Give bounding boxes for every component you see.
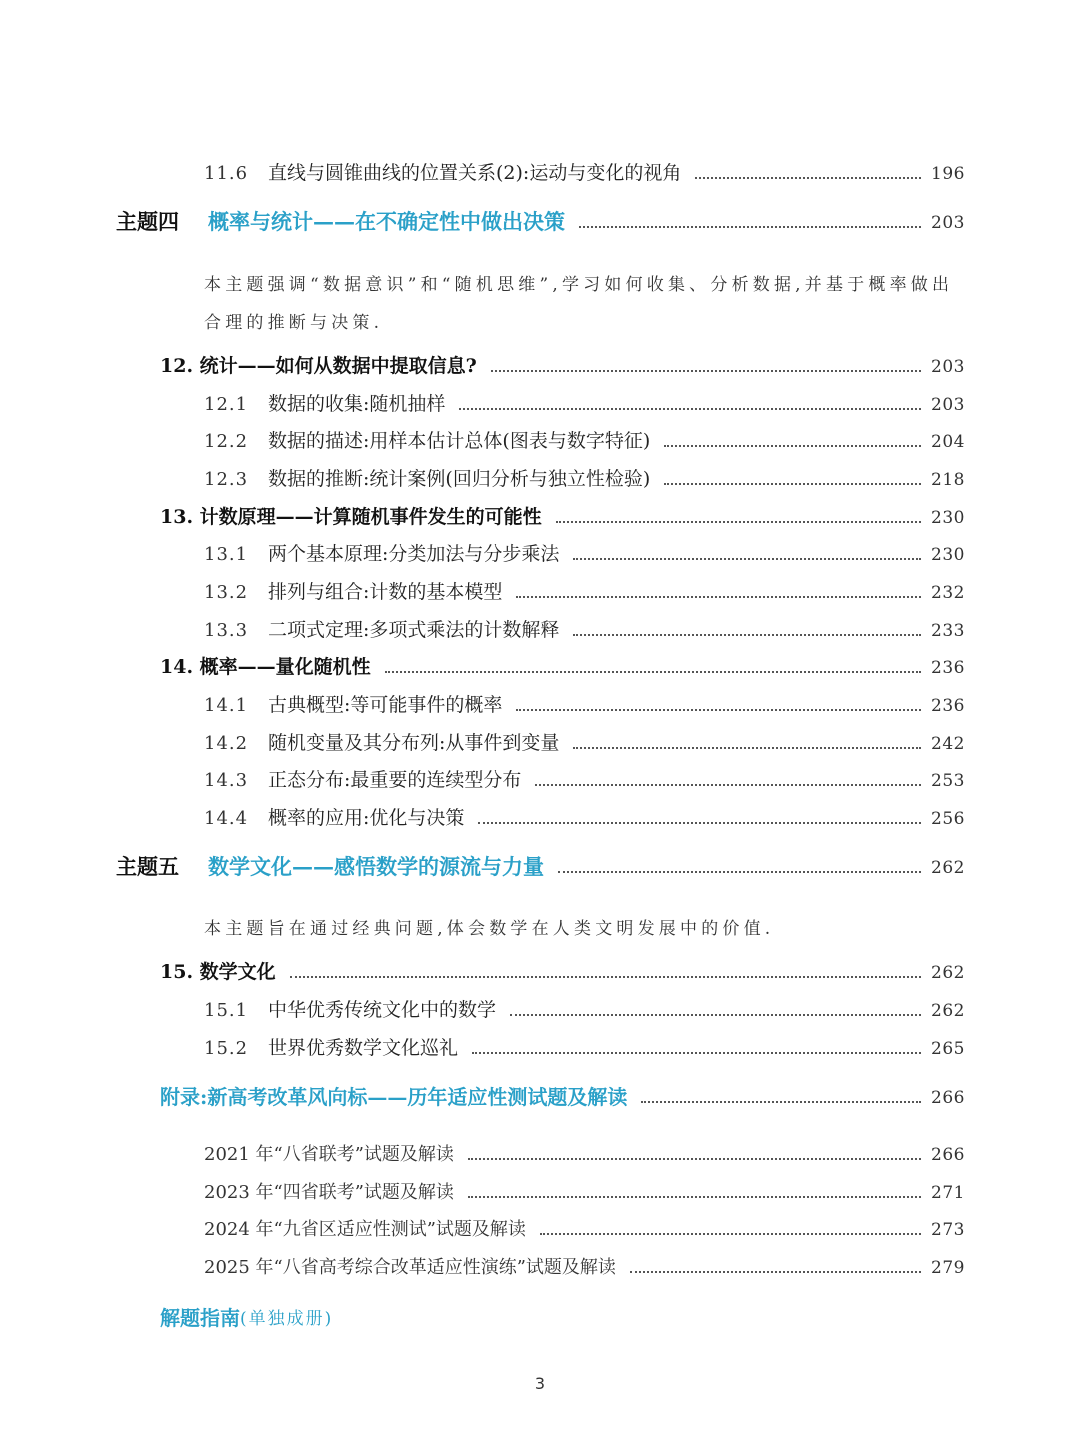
toc-entry-13-3[interactable] xyxy=(204,621,965,640)
page-ref: 230 xyxy=(931,545,965,565)
theme-4-description: 本主题强调“数据意识”和“随机思维”,学习如何收集、分析数据,并基于概率做出合理的推断与决策. xyxy=(204,275,954,333)
leader-dots xyxy=(664,483,921,485)
toc-appendix[interactable] xyxy=(160,1087,965,1107)
section-number: 15.1 xyxy=(204,1000,249,1021)
leader-dots xyxy=(472,1052,921,1054)
leader-dots xyxy=(535,784,921,786)
section-title: 直线与圆锥曲线的位置关系(2):运动与变化的视角 xyxy=(268,162,682,184)
page-ref: 262 xyxy=(931,858,965,878)
section-number: 13.3 xyxy=(204,620,249,641)
toc-entry-13-1[interactable] xyxy=(204,545,965,564)
appendix-entry-title: 2023 年“四省联考”试题及解读 xyxy=(204,1182,454,1203)
appendix-title: 附录:新高考改革风向标——历年适应性测试题及解读 xyxy=(160,1085,628,1109)
page-ref: 273 xyxy=(931,1220,965,1240)
section-title: 古典概型:等可能事件的概率 xyxy=(268,694,503,716)
appendix-entry-title: 2025 年“八省高考综合改革适应性演练”试题及解读 xyxy=(204,1257,616,1278)
appendix-entry-title: 2024 年“九省区适应性测试”试题及解读 xyxy=(204,1219,526,1240)
page-ref: 204 xyxy=(931,432,965,452)
theme-5-description: 本主题旨在通过经典问题,体会数学在人类文明发展中的价值. xyxy=(204,919,775,939)
leader-dots xyxy=(664,445,921,447)
page-ref: 233 xyxy=(931,621,965,641)
page-ref: 218 xyxy=(931,470,965,490)
toc-theme-4[interactable] xyxy=(116,211,965,232)
toc-entry-14-1[interactable] xyxy=(204,696,965,715)
page-ref: 232 xyxy=(931,583,965,603)
section-number: 11.6 xyxy=(204,163,249,184)
section-number: 12.3 xyxy=(204,469,249,490)
toc-entry-14-3[interactable] xyxy=(204,771,965,790)
section-title: 中华优秀传统文化中的数学 xyxy=(268,999,497,1021)
chapter-title: 13. 计数原理——计算随机事件发生的可能性 xyxy=(160,506,542,528)
leader-dots xyxy=(516,596,921,598)
leader-dots xyxy=(641,1101,921,1103)
leader-dots xyxy=(468,1158,921,1160)
section-title: 数据的收集:随机抽样 xyxy=(268,393,446,415)
section-number: 12.1 xyxy=(204,394,249,415)
leader-dots xyxy=(478,822,921,824)
toc-entry-12-1[interactable] xyxy=(204,395,965,414)
toc-appendix-2025[interactable] xyxy=(204,1259,965,1277)
section-title: 两个基本原理:分类加法与分步乘法 xyxy=(268,543,560,565)
section-number: 14.2 xyxy=(204,733,249,754)
page-ref: 271 xyxy=(931,1183,965,1203)
toc-chapter-14[interactable] xyxy=(160,658,965,677)
toc-entry-14-2[interactable] xyxy=(204,734,965,753)
leader-dots xyxy=(573,634,921,636)
leader-dots xyxy=(579,226,921,228)
toc-guide[interactable] xyxy=(160,1308,333,1328)
guide-title: 解题指南 xyxy=(160,1306,240,1330)
leader-dots xyxy=(468,1196,921,1198)
toc-entry-13-2[interactable] xyxy=(204,583,965,602)
appendix-entry-title: 2021 年“八省联考”试题及解读 xyxy=(204,1144,454,1165)
page-ref: 266 xyxy=(931,1088,965,1108)
leader-dots xyxy=(558,871,921,873)
theme-title: 概率与统计——在不确定性中做出决策 xyxy=(208,209,565,234)
page-ref: 279 xyxy=(931,1258,965,1278)
toc-entry-15-2[interactable] xyxy=(204,1039,965,1058)
section-number: 13.1 xyxy=(204,544,249,565)
leader-dots xyxy=(491,370,921,372)
section-number: 12.2 xyxy=(204,431,249,452)
page-ref: 262 xyxy=(931,963,965,983)
chapter-title: 12. 统计——如何从数据中提取信息? xyxy=(160,355,477,377)
theme-label: 主题五 xyxy=(116,854,179,879)
theme-label: 主题四 xyxy=(116,209,179,234)
toc-appendix-2023[interactable] xyxy=(204,1184,965,1202)
toc-chapter-13[interactable] xyxy=(160,508,965,527)
page-ref: 242 xyxy=(931,734,965,754)
toc-entry-11-6[interactable] xyxy=(204,164,965,183)
page-ref: 262 xyxy=(931,1001,965,1021)
theme-title: 数学文化——感悟数学的源流与力量 xyxy=(208,854,544,879)
leader-dots xyxy=(695,177,921,179)
page-ref: 236 xyxy=(931,658,965,678)
section-title: 随机变量及其分布列:从事件到变量 xyxy=(268,732,560,754)
section-number: 14.3 xyxy=(204,770,249,791)
section-number: 13.2 xyxy=(204,582,249,603)
leader-dots xyxy=(385,671,921,673)
page-ref: 236 xyxy=(931,696,965,716)
toc-entry-12-3[interactable] xyxy=(204,470,965,489)
toc-chapter-12[interactable] xyxy=(160,357,965,376)
section-title: 二项式定理:多项式乘法的计数解释 xyxy=(268,619,560,641)
section-title: 排列与组合:计数的基本模型 xyxy=(268,581,503,603)
page-ref: 230 xyxy=(931,508,965,528)
leader-dots xyxy=(630,1271,921,1273)
leader-dots xyxy=(573,747,921,749)
page-ref: 203 xyxy=(931,357,965,377)
toc-entry-12-2[interactable] xyxy=(204,432,965,451)
chapter-title: 15. 数学文化 xyxy=(160,961,276,983)
section-number: 14.1 xyxy=(204,695,249,716)
page-number: 3 xyxy=(534,1374,546,1393)
leader-dots xyxy=(459,408,921,410)
page-ref: 256 xyxy=(931,809,965,829)
toc-entry-14-4[interactable] xyxy=(204,809,965,828)
page-ref: 203 xyxy=(931,395,965,415)
section-number: 15.2 xyxy=(204,1038,249,1059)
section-title: 数据的推断:统计案例(回归分析与独立性检验) xyxy=(268,468,651,490)
leader-dots xyxy=(573,558,921,560)
section-title: 概率的应用:优化与决策 xyxy=(268,807,465,829)
toc-entry-15-1[interactable] xyxy=(204,1001,965,1020)
chapter-title: 14. 概率——量化随机性 xyxy=(160,656,371,678)
leader-dots xyxy=(516,709,921,711)
section-title: 世界优秀数学文化巡礼 xyxy=(268,1037,459,1059)
toc-theme-5[interactable] xyxy=(116,856,965,877)
guide-note: (单独成册) xyxy=(240,1309,334,1329)
leader-dots xyxy=(510,1014,921,1016)
leader-dots xyxy=(556,521,921,523)
page-ref: 203 xyxy=(931,213,965,233)
page-ref: 266 xyxy=(931,1145,965,1165)
leader-dots xyxy=(540,1233,921,1235)
section-title: 正态分布:最重要的连续型分布 xyxy=(268,769,522,791)
page-ref: 265 xyxy=(931,1039,965,1059)
leader-dots xyxy=(290,976,921,978)
section-number: 14.4 xyxy=(204,808,249,829)
toc-appendix-2021[interactable] xyxy=(204,1146,965,1164)
toc-chapter-15[interactable] xyxy=(160,963,965,982)
section-title: 数据的描述:用样本估计总体(图表与数字特征) xyxy=(268,430,651,452)
toc-appendix-2024[interactable] xyxy=(204,1221,965,1239)
page-ref: 253 xyxy=(931,771,965,791)
page-ref: 196 xyxy=(931,164,965,184)
